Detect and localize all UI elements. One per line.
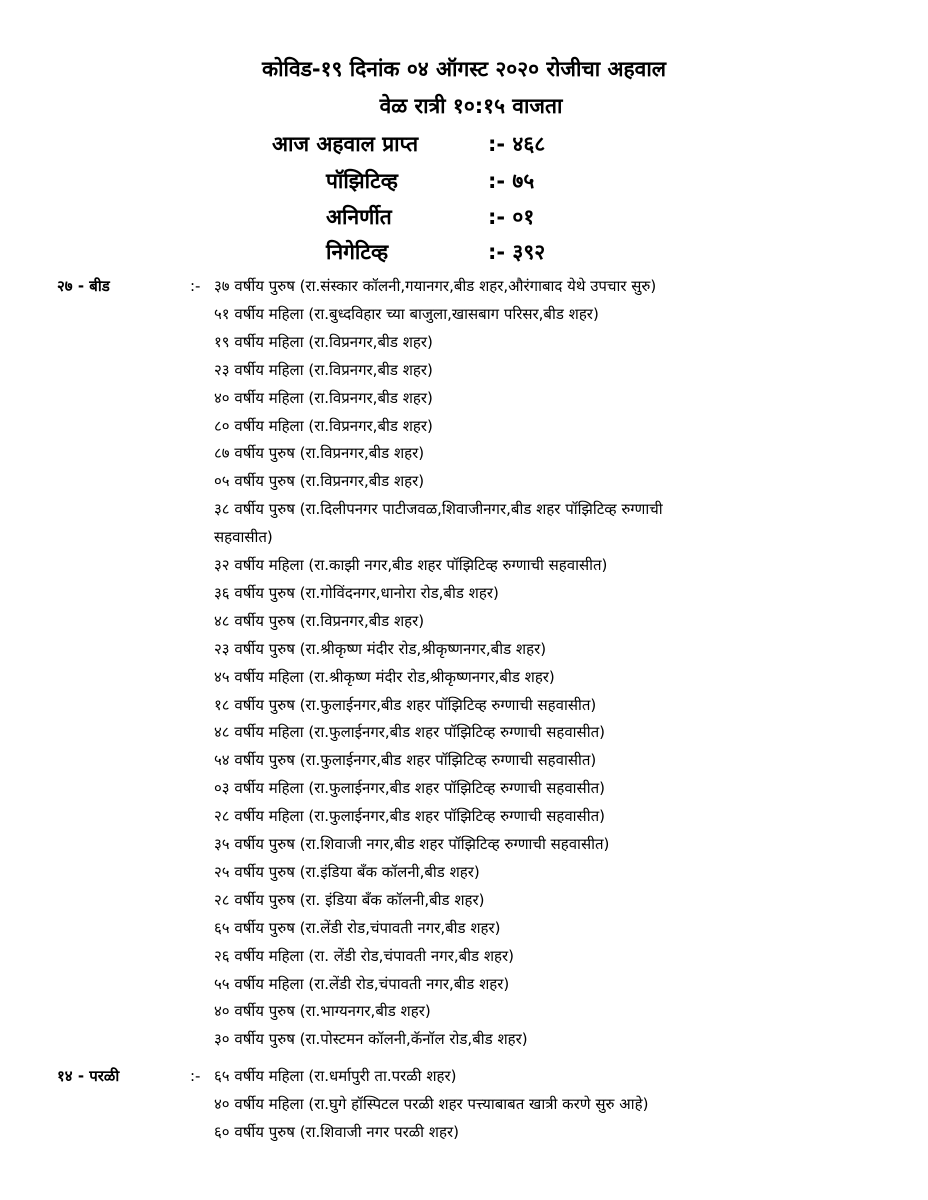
case-entry: १९ वर्षीय महिला (रा.विप्रनगर,बीड शहर) bbox=[214, 332, 433, 351]
case-entry: ४८ वर्षीय पुरुष (रा.विप्रनगर,बीड शहर) bbox=[214, 611, 425, 630]
case-entry: ६५ वर्षीय महिला (रा.धर्मापुरी ता.परळी शहर) bbox=[214, 1067, 457, 1085]
district-beed-label: २७ - बीड bbox=[57, 277, 110, 295]
stat-negative-label: निगेटिव्ह bbox=[326, 240, 389, 264]
case-entry: ३८ वर्षीय पुरुष (रा.दिलीपनगर पाटीजवळ,शिवाजीनगर,बीड शहर पॉझिटिव्ह रुग्णाची bbox=[214, 500, 663, 519]
case-entry: ४८ वर्षीय महिला (रा.फुलाईनगर,बीड शहर पॉझिटिव्ह रुग्णाची सहवासीत) bbox=[214, 723, 605, 742]
case-entry: ५४ वर्षीय पुरुष (रा.फुलाईनगर,बीड शहर पॉझिटिव्ह रुग्णाची सहवासीत) bbox=[214, 751, 597, 770]
case-entry: ६५ वर्षीय पुरुष (रा.लेंडी रोड,चंपावती नगर,बीड शहर) bbox=[214, 918, 501, 937]
case-entry: २३ वर्षीय महिला (रा.विप्रनगर,बीड शहर) bbox=[214, 360, 433, 379]
case-entry: २३ वर्षीय पुरुष (रा.श्रीकृष्ण मंदीर रोड,श्रीकृष्णनगर,बीड शहर) bbox=[214, 639, 547, 658]
case-entry: ८७ वर्षीय पुरुष (रा.विप्रनगर,बीड शहर) bbox=[214, 444, 425, 463]
case-entry: ४० वर्षीय महिला (रा.घुगे हॉस्पिटल परळी शहर पत्त्याबाबत खात्री करणे सुरु आहे) bbox=[214, 1095, 649, 1113]
stat-undetermined-value: :- ०१ bbox=[488, 205, 535, 229]
case-entry: ६० वर्षीय पुरुष (रा.शिवाजी नगर परळी शहर) bbox=[214, 1123, 459, 1141]
case-entry: ३२ वर्षीय महिला (रा.काझी नगर,बीड शहर पॉझिटिव्ह रुग्णाची सहवासीत) bbox=[214, 556, 608, 574]
case-entry: ३० वर्षीय पुरुष (रा.पोस्टमन कॉलनी,कॅनॉल रोड,बीड शहर) bbox=[214, 1030, 528, 1049]
stat-negative-value: :- ३९२ bbox=[488, 240, 546, 264]
case-entry: २८ वर्षीय महिला (रा.फुलाईनगर,बीड शहर पॉझिटिव्ह रुग्णाची सहवासीत) bbox=[214, 807, 605, 826]
case-entry: २६ वर्षीय महिला (रा. लेंडी रोड,चंपावती नगर,बीड शहर) bbox=[214, 946, 514, 965]
case-entry: २८ वर्षीय पुरुष (रा. इंडिया बँक कॉलनी,बीड शहर) bbox=[214, 890, 485, 909]
stat-received-label: आज अहवाल प्राप्त bbox=[272, 132, 419, 156]
case-entry: ०३ वर्षीय महिला (रा.फुलाईनगर,बीड शहर पॉझिटिव्ह रुग्णाची सहवासीत) bbox=[214, 779, 605, 798]
case-entry: ३६ वर्षीय पुरुष (रा.गोविंदनगर,धानोरा रोड,बीड शहर) bbox=[214, 583, 499, 602]
stat-undetermined-label: अनिर्णीत bbox=[326, 205, 392, 229]
case-entry: ३५ वर्षीय पुरुष (रा.शिवाजी नगर,बीड शहर पॉझिटिव्ह रुग्णाची सहवासीत) bbox=[214, 835, 610, 853]
case-entry: ४० वर्षीय महिला (रा.विप्रनगर,बीड शहर) bbox=[214, 388, 433, 407]
stat-received-value: :- ४६८ bbox=[488, 132, 546, 156]
case-entry: ८० वर्षीय महिला (रा.विप्रनगर,बीड शहर) bbox=[214, 416, 433, 435]
district-parli-separator: :- bbox=[190, 1067, 201, 1085]
case-entry: ५१ वर्षीय महिला (रा.बुध्दविहार च्या बाजुला,खासबाग परिसर,बीड शहर) bbox=[214, 304, 599, 323]
case-entry: सहवासीत) bbox=[214, 528, 273, 547]
stat-positive-value: :- ७५ bbox=[488, 169, 535, 193]
case-entry: २५ वर्षीय पुरुष (रा.इंडिया बँक कॉलनी,बीड शहर) bbox=[214, 862, 480, 881]
case-entry: ३७ वर्षीय पुरुष (रा.संस्कार कॉलनी,गयानगर,बीड शहर,औरंगाबाद येथे उपचार सुरु) bbox=[214, 277, 657, 295]
report-time: वेळ रात्री १०:१५ वाजता bbox=[379, 94, 563, 118]
case-entry: ४० वर्षीय पुरुष (रा.भाग्यनगर,बीड शहर) bbox=[214, 1002, 431, 1021]
district-beed-separator: :- bbox=[190, 277, 201, 295]
case-entry: ०५ वर्षीय पुरुष (रा.विप्रनगर,बीड शहर) bbox=[214, 472, 425, 491]
case-entry: १८ वर्षीय पुरुष (रा.फुलाईनगर,बीड शहर पॉझिटिव्ह रुग्णाची सहवासीत) bbox=[214, 695, 597, 714]
report-title: कोविड-१९ दिनांक ०४ ऑगस्ट २०२० रोजीचा अहवाल bbox=[261, 57, 667, 81]
district-parli-label: १४ - परळी bbox=[57, 1067, 120, 1085]
stat-positive-label: पॉझिटिव्ह bbox=[326, 169, 398, 193]
case-entry: ५५ वर्षीय महिला (रा.लेंडी रोड,चंपावती नगर,बीड शहर) bbox=[214, 974, 510, 993]
case-entry: ४५ वर्षीय महिला (रा.श्रीकृष्ण मंदीर रोड,श्रीकृष्णनगर,बीड शहर) bbox=[214, 667, 555, 686]
